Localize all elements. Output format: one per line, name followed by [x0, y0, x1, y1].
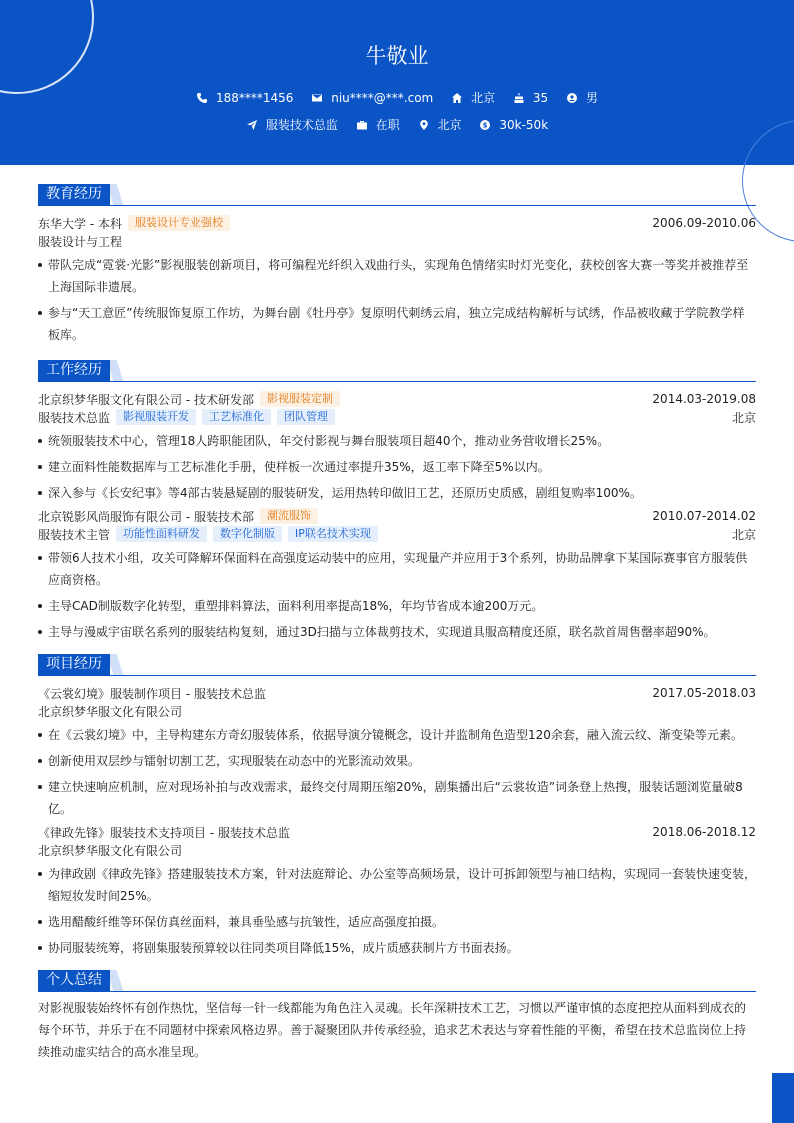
- section-title: 项目经历: [38, 654, 110, 675]
- list-item: 建立面料性能数据库与工艺标准化手册，使样板一次通过率提升35%，返工率下降至5%以内。: [38, 456, 756, 478]
- section-header: [38, 654, 756, 676]
- bullet-list: [38, 547, 756, 643]
- entry-city: 北京: [731, 410, 756, 425]
- skill-tag: 团队管理: [277, 409, 335, 425]
- work-section: [38, 360, 756, 643]
- bullet-list: [38, 254, 756, 346]
- role-line: [38, 408, 756, 426]
- contact-row: [0, 89, 794, 107]
- school-name: 东华大学 - 本科: [38, 216, 122, 231]
- list-item: 建立快速响应机制，应对现场补拍与改戏需求，最终交付周期压缩20%，剧集播出后“云裳妆造”词条登上热搜，服装话题浏览量破8亿。: [38, 776, 756, 820]
- summary-text: 对影视服装始终怀有创作热忱，坚信每一针一线都能为角色注入灵魂。长年深耕技术工艺，习惯以严谨审慎的态度把控从面料到成衣的每个环节，并乐于在不同题材中探索风格边界。善于凝聚团队并传承经验，追求艺术表达与穿着性能的平衡，希望在技术总监岗位上持续推动虚实结合的高水准呈现。: [38, 1001, 747, 1059]
- entry-header: [38, 823, 756, 841]
- industry-tag: 影视服装定制: [260, 391, 340, 407]
- list-item: 为律政剧《律政先锋》搭建服装技术方案，针对法庭辩论、办公室等高频场景，设计可拆卸领型与袖口结构，实现同一套装快速变装，缩短妆发时间25%。: [38, 863, 756, 907]
- decorative-side-bar: [772, 1073, 794, 1123]
- bullet-list: [38, 724, 756, 820]
- industry-tag: 潮流服饰: [260, 508, 318, 524]
- phone-text: 188****1456: [215, 90, 294, 105]
- list-item: 带队完成“霓裳·光影”影视服装创新项目，将可编程光纤织入戏曲行头，实现角色情绪实时灯光变化，获校创客大赛一等奖并被推荐至上海国际非遗展。: [38, 254, 756, 298]
- svg-text:$: $: [482, 121, 488, 130]
- entry-period: 2018.06-2018.12: [652, 825, 756, 839]
- list-item: 深入参与《长安纪事》等4部古装悬疑剧的服装研发，运用热转印做旧工艺，还原历史质感，剧组复购率100%。: [38, 482, 756, 504]
- status-text: 在职: [375, 118, 400, 132]
- entry-header: [38, 390, 756, 408]
- status-item: [356, 116, 400, 133]
- company-name: 北京锐影风尚服饰有限公司 - 服装技术部: [38, 509, 254, 524]
- list-item: 统领服装技术中心，管理18人跨职能团队，年交付影视与舞台服装项目超40个，推动业务营收增长25%。: [38, 430, 756, 452]
- gender-item: [566, 89, 598, 106]
- target-city-item: [418, 116, 462, 133]
- age-item: [513, 91, 548, 105]
- project-entry: [38, 823, 756, 959]
- work-entry: [38, 390, 756, 504]
- cake-icon: [513, 92, 525, 104]
- skill-tag: 功能性面料研发: [116, 526, 207, 542]
- briefcase-icon: [356, 119, 368, 131]
- entry-header: [38, 684, 756, 702]
- education-section: [38, 184, 756, 346]
- work-entry: [38, 507, 756, 643]
- section-header: [38, 970, 756, 992]
- resume-header: [0, 0, 794, 165]
- section-title: 工作经历: [38, 360, 110, 381]
- entry-period: 2017.05-2018.03: [652, 686, 756, 700]
- list-item: 带领6人技术小组，攻关可降解环保面料在高强度运动装中的应用，实现量产并应用于3个系列，协助品牌拿下某国际赛事官方服装供应商资格。: [38, 547, 756, 591]
- project-name: 《律政先锋》服装技术支持项目 - 服装技术总监: [38, 825, 290, 840]
- project-name: 《云裳幻境》服装制作项目 - 服装技术总监: [38, 686, 266, 701]
- home-icon: [451, 92, 463, 104]
- skill-tag: IP联名技术实现: [288, 526, 378, 542]
- gender-text: 男: [586, 91, 599, 105]
- skill-tag: 影视服装开发: [116, 409, 196, 425]
- send-icon: [246, 119, 258, 131]
- target-role-item: [246, 116, 338, 133]
- list-item: 创新使用双层纱与镭射切割工艺，实现服装在动态中的光影流动效果。: [38, 750, 756, 772]
- list-item: 在《云裳幻境》中，主导构建东方奇幻服装体系，依据导演分镜概念，设计并监制角色造型120余套，融入流云纹、渐变染等元素。: [38, 724, 756, 746]
- section-title: 教育经历: [38, 184, 110, 205]
- mail-icon: [311, 92, 323, 104]
- skill-tag: 数字化制版: [213, 526, 282, 542]
- job-intent-row: [0, 116, 794, 134]
- role-title: 服装技术总监: [38, 410, 111, 425]
- email-text: niu****@***.com: [331, 90, 434, 105]
- entry-header: [38, 507, 756, 525]
- school-tag: 服装设计专业强校: [128, 215, 230, 231]
- salary-item: [479, 118, 548, 132]
- salary-text: 30k-50k: [499, 117, 549, 132]
- major: 服装设计与工程: [38, 234, 123, 249]
- project-company: 北京织梦华服文化有限公司: [38, 704, 183, 719]
- list-item: 主导与漫威宇宙联名系列的服装结构复刻，通过3D扫描与立体裁剪技术，实现道具服高精度还原，联名款首周售罄率超90%。: [38, 621, 756, 643]
- money-icon: [479, 119, 491, 131]
- age-text: 35: [532, 90, 549, 105]
- company-name: 北京织梦华服文化有限公司 - 技术研发部: [38, 392, 254, 407]
- section-title: 个人总结: [38, 970, 110, 991]
- phone-item: [196, 91, 293, 105]
- education-entry: [38, 214, 756, 346]
- projects-section: [38, 654, 756, 959]
- email-item: [311, 91, 433, 105]
- role-title: 服装技术主管: [38, 527, 111, 542]
- entry-period: 2014.03-2019.08: [652, 392, 756, 406]
- entry-period: 2010.07-2014.02: [652, 509, 756, 523]
- target-city-text: 北京: [437, 118, 462, 132]
- list-item: 主导CAD制版数字化转型，重塑排料算法，面料利用率提高18%，年均节省成本逾200万元。: [38, 595, 756, 617]
- target-role-text: 服装技术总监: [265, 118, 338, 132]
- candidate-name: 牛敬业: [365, 44, 429, 68]
- role-line: [38, 525, 756, 543]
- skill-tag: 工艺标准化: [202, 409, 271, 425]
- section-header: [38, 360, 756, 382]
- list-item: 参与“天工意匠”传统服饰复原工作坊，为舞台剧《牡丹亭》复原明代刺绣云肩，独立完成结构解析与试绣，作品被收藏于学院教学样板库。: [38, 302, 756, 346]
- list-item: 选用醋酸纤维等环保仿真丝面料，兼具垂坠感与抗皱性，适应高强度拍摄。: [38, 911, 756, 933]
- section-header: [38, 184, 756, 206]
- summary-section: [38, 970, 756, 1063]
- entry-city: 北京: [731, 527, 756, 542]
- bullet-list: [38, 863, 756, 959]
- city-item: [451, 89, 495, 106]
- list-item: 协同服装统筹，将剧集服装预算较以往同类项目降低15%，成片质感获制片方书面表扬。: [38, 937, 756, 959]
- entry-header: [38, 214, 756, 232]
- city-text: 北京: [471, 91, 496, 105]
- person-icon: [566, 92, 578, 104]
- entry-period: 2006.09-2010.06: [652, 216, 756, 230]
- bullet-list: [38, 430, 756, 504]
- location-pin-icon: [418, 119, 430, 131]
- project-company: 北京织梦华服文化有限公司: [38, 843, 183, 858]
- phone-icon: [196, 92, 208, 104]
- project-entry: [38, 684, 756, 820]
